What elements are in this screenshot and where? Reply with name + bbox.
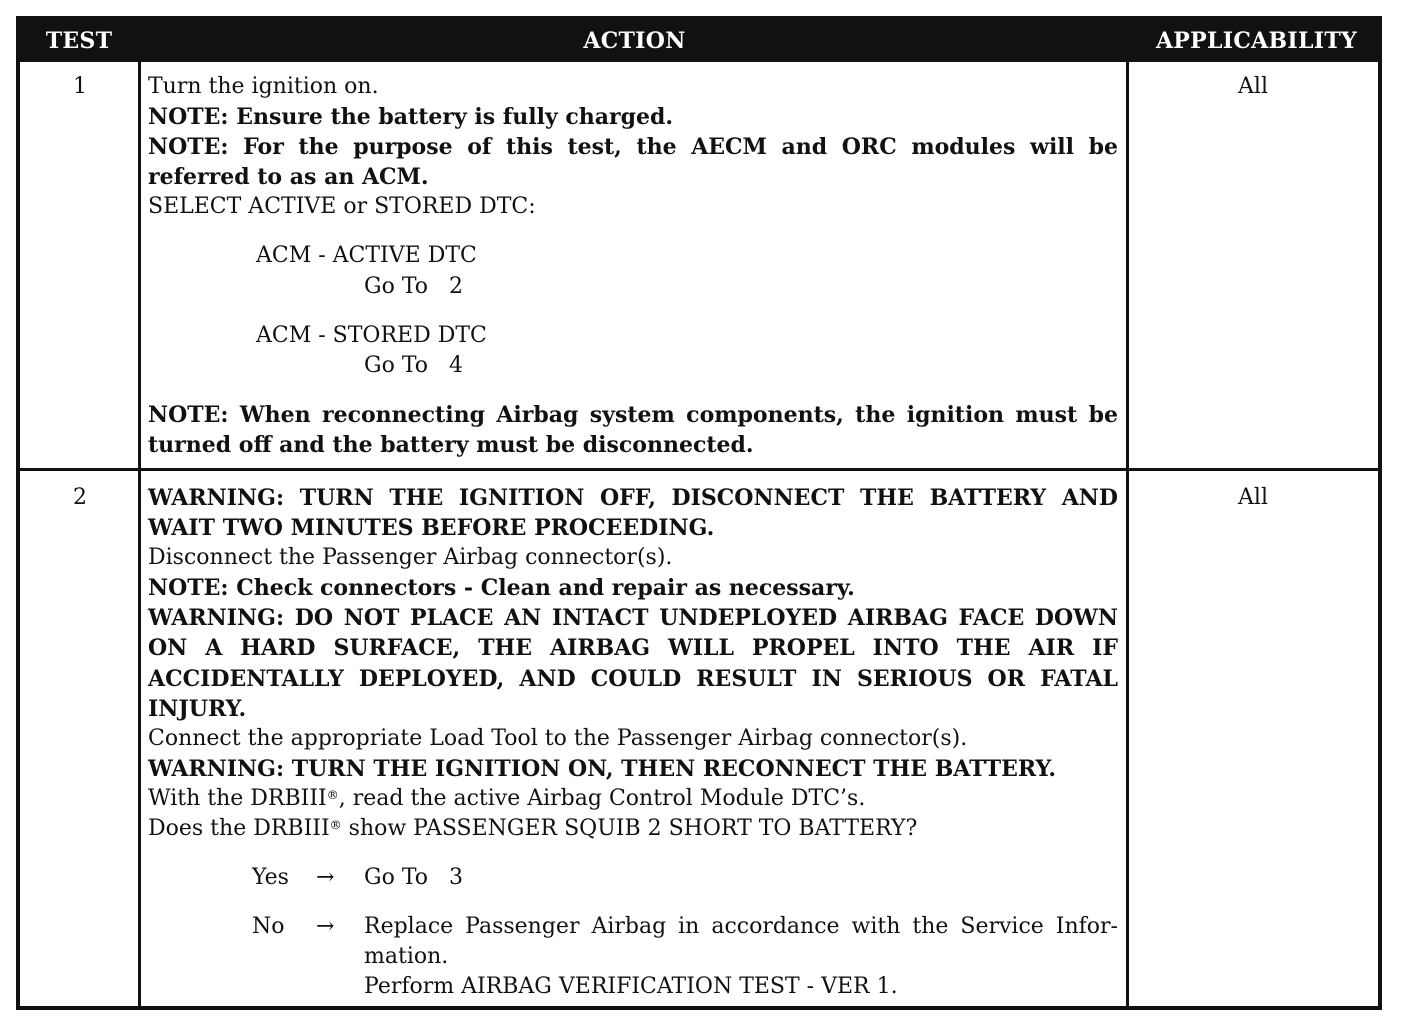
goto-line: Go To 4	[364, 352, 463, 378]
note-line: NOTE: Ensure the battery is fully charged.	[148, 104, 674, 131]
action-line: SELECT ACTIVE or STORED DTC:	[148, 194, 536, 220]
action-line: Disconnect the Passenger Airbag connector(s).	[148, 545, 673, 571]
row-2-action	[148, 483, 1118, 1003]
branch-label: No	[252, 914, 285, 940]
action-line: Connect the appropriate Load Tool to the Passenger Airbag connector(s).	[148, 725, 968, 751]
branch-yes	[148, 863, 1118, 893]
option-line: ACM - ACTIVE DTC	[256, 243, 477, 269]
row-1-test-number: 1	[73, 74, 87, 99]
question-line: Does the DRBIII® show PASSENGER SQUIB 2 SHORT TO BATTERY?	[148, 816, 918, 842]
note-line: NOTE: Check connectors - Clean and repair as necessary.	[148, 575, 855, 602]
registered-mark: ®	[326, 787, 339, 802]
header-applicability: APPLICABILITY	[1155, 28, 1358, 54]
branch-result: Go To 3	[364, 865, 463, 891]
warning-line: WARNING: TURN THE IGNITION OFF, DISCONNECT THE BATTERY AND WAIT TWO MINUTES BEFORE PROCEEDING.	[148, 485, 1118, 542]
row-1-action	[148, 72, 1118, 460]
goto-line: Go To 2	[364, 273, 463, 299]
branch-label: Yes	[252, 865, 289, 891]
note-line: NOTE: For the purpose of this test, the AECM and ORC modules will be referred to as an ACM.	[148, 134, 1118, 191]
table-header	[20, 20, 1378, 62]
branch-result: Perform AIRBAG VERIFICATION TEST - VER 1.	[364, 974, 898, 1000]
note-line: NOTE: When reconnecting Airbag system components, the ignition must be turned off and the battery must be disconnected.	[148, 401, 1118, 458]
row-2-applicability: All	[1238, 485, 1268, 510]
action-line: With the DRBIII®, read the active Airbag Control Module DTC’s.	[148, 785, 866, 811]
diagnostic-test-table	[16, 16, 1382, 1010]
arrow-icon: →	[316, 865, 335, 891]
column-divider	[138, 62, 141, 1006]
registered-mark: ®	[329, 818, 342, 833]
row-divider	[20, 468, 1378, 471]
header-action: ACTION	[583, 28, 686, 54]
branch-result: Replace Passenger Airbag in accordance with the Service Infor-mation.	[364, 914, 1118, 970]
header-test: TEST	[45, 28, 113, 54]
option-line: ACM - STORED DTC	[256, 322, 487, 348]
action-line: Turn the ignition on.	[148, 74, 379, 99]
column-divider	[1126, 62, 1129, 1006]
warning-line: WARNING: DO NOT PLACE AN INTACT UNDEPLOYED AIRBAG FACE DOWN ON A HARD SURFACE, THE AIRBAG WILL PROPEL INTO THE AIR IF ACCIDENTALLY DEPLOYED, AND COULD RESULT IN SERIOUS OR FATAL INJURY.	[148, 605, 1118, 722]
row-1-applicability: All	[1238, 74, 1268, 99]
warning-line: WARNING: TURN THE IGNITION ON, THEN RECONNECT THE BATTERY.	[148, 755, 1057, 782]
arrow-icon: →	[316, 914, 335, 940]
branch-no	[148, 912, 1118, 1002]
row-2-test-number: 2	[73, 485, 87, 510]
